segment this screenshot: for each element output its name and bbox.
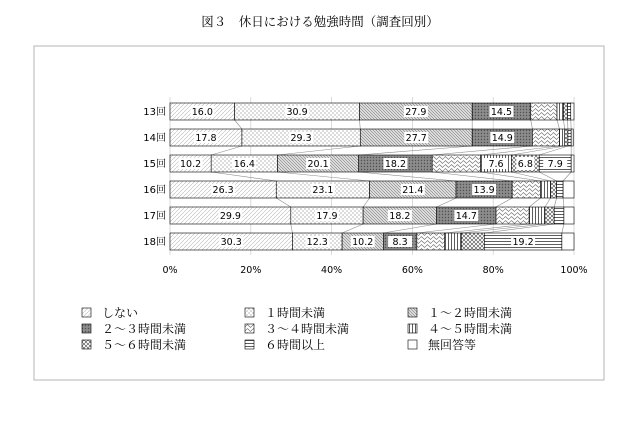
legend-swatch: [82, 324, 91, 333]
chart-title: 図３ 休日における勉強時間（調査回別）: [201, 14, 439, 29]
bars: [170, 103, 574, 250]
legend-swatch: [82, 340, 91, 349]
data-label: 26.3: [212, 185, 234, 196]
bar-segment: [564, 207, 574, 224]
data-label: 14.7: [455, 211, 477, 222]
category-label: 14回: [143, 133, 166, 144]
legend-label: ４～５時間未満: [428, 322, 513, 336]
data-label: 21.4: [402, 185, 424, 196]
category-label: 17回: [143, 211, 166, 222]
data-label: 17.8: [195, 133, 217, 144]
series-connector: [277, 146, 360, 155]
legend-swatch: [245, 340, 254, 349]
data-label: 30.3: [220, 237, 242, 248]
bar-segment: [532, 129, 559, 146]
series-connector: [359, 120, 360, 129]
data-label: 29.3: [290, 133, 312, 144]
series-connector: [563, 172, 571, 181]
data-label: 27.9: [405, 107, 427, 118]
series-connector: [539, 172, 556, 181]
bar-segment: [512, 181, 540, 198]
x-tick-label: 80%: [482, 265, 504, 276]
bar-segment: [496, 207, 529, 224]
bar-segment: [562, 233, 574, 250]
data-label: 13.9: [473, 185, 495, 196]
data-label: 18.2: [389, 211, 411, 222]
category-label: 15回: [143, 159, 166, 170]
legend-label: ５～６時間未満: [102, 338, 187, 352]
data-label: 17.9: [316, 211, 338, 222]
data-label: 19.2: [512, 237, 534, 248]
data-label: 8.3: [392, 237, 408, 248]
legend-label: ３～４時間未満: [265, 322, 350, 336]
data-label: 14.9: [491, 133, 513, 144]
x-axis-tick-labels: [162, 265, 587, 276]
data-label: 12.3: [306, 237, 328, 248]
legend-swatch: [408, 308, 417, 317]
series-connector: [359, 172, 456, 181]
legend-label: ２～３時間未満: [102, 322, 187, 336]
bar-segment: [568, 129, 571, 146]
grid-lines: [170, 97, 574, 255]
x-tick-label: 100%: [560, 265, 588, 276]
series-connector: [235, 120, 242, 129]
data-label: 10.2: [180, 159, 202, 170]
data-labels: [179, 106, 568, 248]
category-labels: [143, 106, 166, 248]
data-label: 20.1: [307, 159, 329, 170]
bar-segment: [571, 103, 574, 120]
legend-swatch: [408, 340, 417, 349]
bar-segment: [432, 155, 480, 172]
legend-label: しない: [102, 306, 139, 320]
series-connector: [539, 146, 568, 155]
series-connector: [363, 198, 369, 207]
bar-segment: [540, 181, 550, 198]
category-label: 18回: [143, 237, 166, 248]
data-label: 29.9: [219, 211, 241, 222]
series-connector: [557, 120, 559, 129]
series-connector: [562, 224, 564, 233]
bar-segment: [565, 129, 568, 146]
legend-label: １時間未満: [265, 306, 326, 320]
data-label: 16.0: [191, 107, 213, 118]
category-label: 16回: [143, 185, 166, 196]
series-connector: [529, 198, 540, 207]
series-connector: [437, 198, 456, 207]
legend: [82, 305, 512, 352]
data-label: 16.4: [233, 159, 255, 170]
x-tick-label: 0%: [162, 265, 178, 276]
data-label: 23.1: [312, 185, 334, 196]
series-connector: [432, 146, 532, 155]
series-connector: [211, 146, 242, 155]
legend-label: １～２時間未満: [428, 306, 513, 320]
legend-label: 無回答等: [428, 338, 477, 352]
legend-swatch: [82, 308, 91, 317]
series-connector: [276, 198, 291, 207]
series-connector: [545, 198, 551, 207]
bar-segment: [571, 155, 574, 172]
bar-segment: [571, 129, 573, 146]
series-connector: [291, 224, 293, 233]
series-connector: [531, 120, 533, 129]
bar-segment: [554, 207, 564, 224]
data-label: 27.7: [405, 133, 427, 144]
legend-swatch: [408, 324, 417, 333]
data-label: 10.2: [352, 237, 374, 248]
data-label: 14.5: [490, 107, 513, 118]
data-label: 7.9: [547, 159, 563, 170]
data-label: 6.8: [517, 159, 533, 170]
legend-swatch: [245, 324, 254, 333]
series-connector: [359, 146, 473, 155]
bar-segment: [557, 181, 563, 198]
series-connector: [461, 224, 545, 233]
series-connector: [277, 172, 369, 181]
data-label: 30.9: [286, 107, 308, 118]
category-label: 13回: [143, 107, 166, 118]
bar-segment: [445, 233, 462, 250]
x-tick-label: 60%: [401, 265, 423, 276]
x-tick-label: 40%: [321, 265, 343, 276]
series-connector: [563, 198, 564, 207]
series-connector: [211, 172, 276, 181]
legend-label: ６時間以上: [265, 338, 326, 352]
data-label: 7.6: [488, 159, 504, 170]
bar-segment: [417, 233, 445, 250]
bar-segment: [559, 129, 564, 146]
bar-segment: [461, 233, 484, 250]
bar-segment: [531, 103, 557, 120]
legend-swatch: [245, 308, 254, 317]
series-connector: [563, 120, 564, 129]
bar-segment: [563, 181, 574, 198]
series-connector: [496, 198, 512, 207]
x-tick-label: 20%: [240, 265, 262, 276]
data-label: 18.2: [384, 159, 407, 170]
series-connector: [554, 198, 556, 207]
bar-segment: [545, 207, 554, 224]
bar-segment: [551, 181, 557, 198]
bar-segment: [557, 103, 563, 120]
series-connector: [342, 224, 363, 233]
bar-segment: [529, 207, 545, 224]
bar-segment: [563, 103, 567, 120]
bar-segment: [568, 103, 571, 120]
